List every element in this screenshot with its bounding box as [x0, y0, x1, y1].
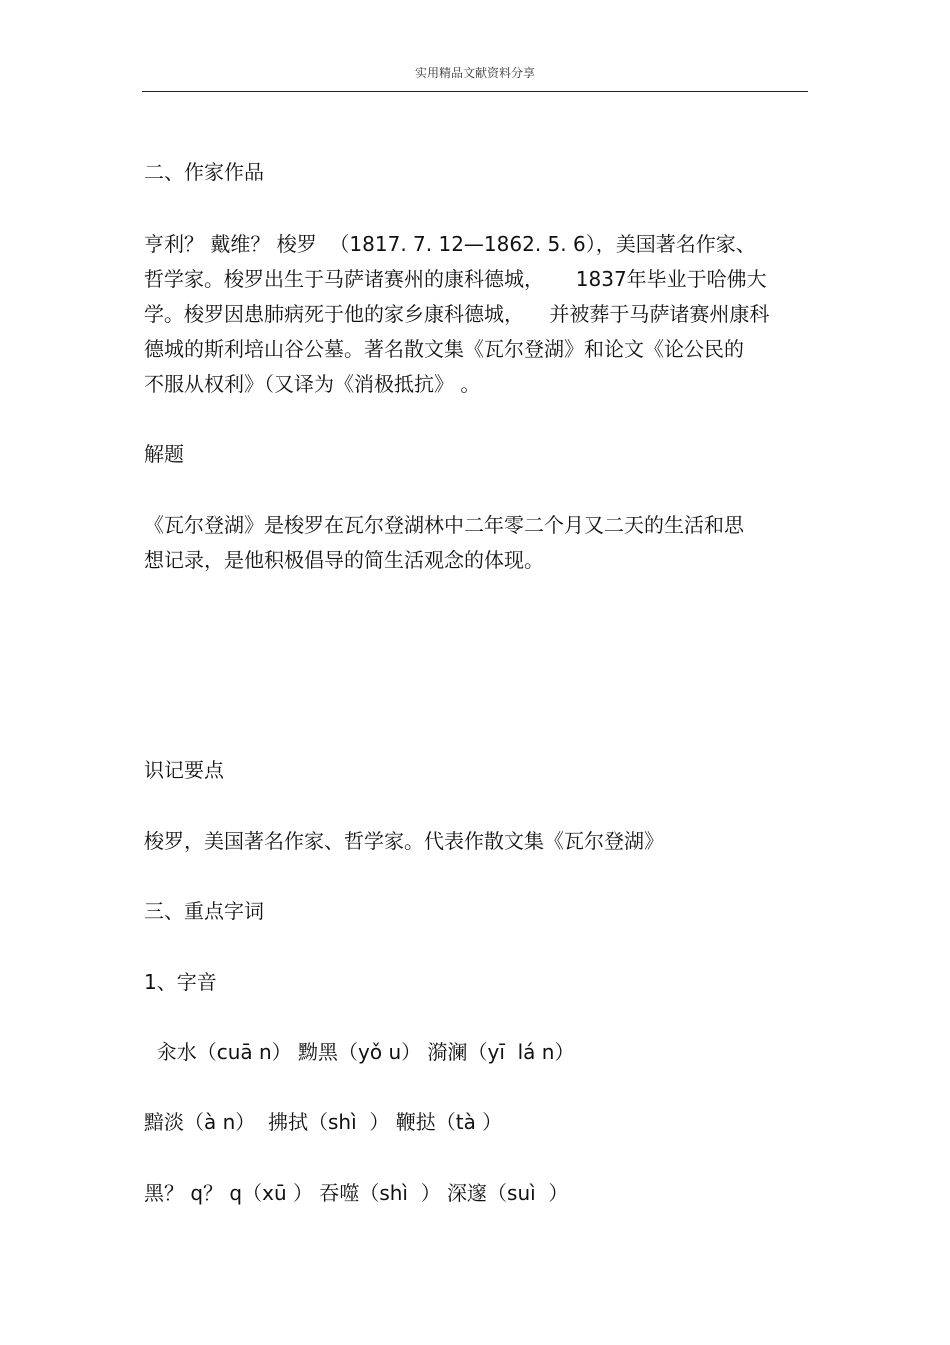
section-heading-key-words: 三、重点字词 [144, 899, 264, 923]
author-bio-line: 不服从权利》（又译为《消极抵抗》 。 [144, 372, 481, 396]
section-heading-explanation: 解题 [144, 442, 184, 466]
author-bio-line: 德城的斯利培山谷公墓。著名散文集《瓦尔登湖》和论文《论公民的 [144, 337, 744, 361]
author-bio-line: 亨利？ 戴维？ 梭罗 （1817. 7. 12—1862. 5. 6），美国著名作家、 [144, 232, 756, 256]
explanation-line: 想记录，是他积极倡导的简生活观念的体现。 [144, 548, 544, 572]
pronunciation-line: 汆水（cuā n） 黝黑（yǒ u） 漪澜（yī lá n） [144, 1040, 575, 1064]
memo-text: 梭罗，美国著名作家、哲学家。代表作散文集《瓦尔登湖》 [144, 829, 664, 853]
pronunciation-line: 黑？ q？ q（xū ） 吞噬（shì ） 深邃（suì ） [144, 1181, 569, 1205]
section-heading-author-works: 二、作家作品 [144, 160, 264, 184]
section-heading-memo: 识记要点 [144, 758, 224, 782]
header-divider [142, 91, 808, 92]
author-bio-line: 学。梭罗因患肺病死于他的家乡康科德城， 并被葬于马萨诸赛州康科 [144, 302, 770, 326]
author-bio-line: 哲学家。梭罗出生于马萨诸赛州的康科德城， 1837年毕业于哈佛大 [144, 267, 767, 291]
subheading-pronunciation: 1、字音 [144, 970, 217, 994]
page-header: 实用精品文献资料分享 [414, 66, 535, 80]
explanation-line: 《瓦尔登湖》是梭罗在瓦尔登湖林中二年零二个月又二天的生活和思 [144, 513, 744, 537]
pronunciation-line: 黯淡（à n） 拂拭（shì ） 鞭挞（tà ） [144, 1110, 503, 1134]
